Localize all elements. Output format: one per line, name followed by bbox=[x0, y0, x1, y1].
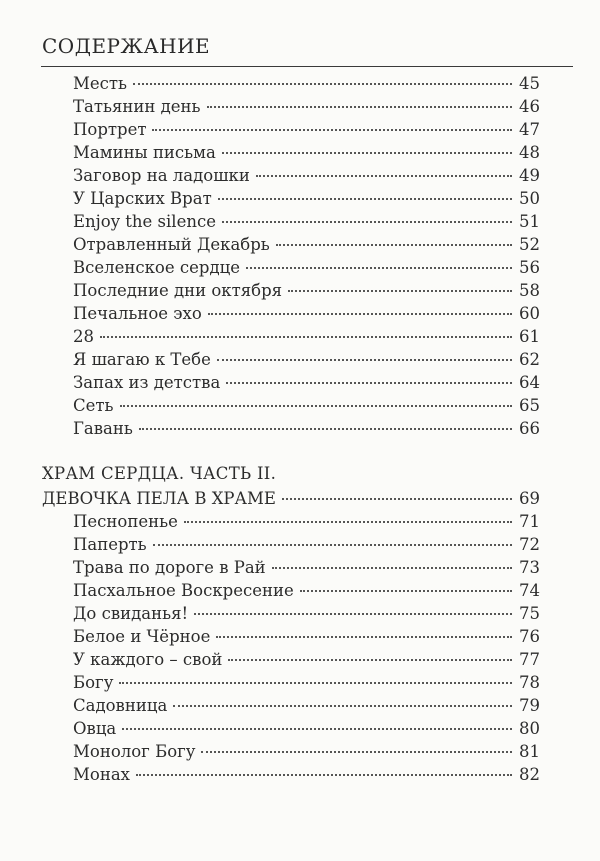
toc-entry-title: Монолог Богу bbox=[73, 742, 196, 761]
toc-entry-title: Богу bbox=[73, 673, 114, 692]
toc-entry-page: 61 bbox=[519, 327, 540, 346]
toc-entry-page: 60 bbox=[519, 304, 540, 323]
toc-entry bbox=[73, 302, 540, 325]
dot-leader bbox=[207, 106, 512, 108]
dot-leader bbox=[201, 751, 512, 753]
toc-entry-page: 48 bbox=[519, 143, 540, 162]
toc-entry-page: 58 bbox=[519, 281, 540, 300]
dot-leader bbox=[194, 613, 512, 615]
toc-entry-title: Последние дни октября bbox=[73, 281, 283, 300]
toc-entry-title: Песнопенье bbox=[73, 512, 178, 531]
dot-leader bbox=[100, 336, 512, 338]
toc-entry-title: У Царских Врат bbox=[73, 189, 212, 208]
toc-entry-title: Отравленный Декабрь bbox=[73, 235, 270, 254]
toc-entry-page: 49 bbox=[519, 166, 540, 185]
toc-entry-title: Печальное эхо bbox=[73, 304, 202, 323]
toc-subsection-page: 69 bbox=[519, 489, 540, 508]
toc-entry-page: 45 bbox=[519, 74, 540, 93]
toc-entry-page: 80 bbox=[519, 719, 540, 738]
dot-leader bbox=[256, 175, 512, 177]
dot-leader bbox=[288, 290, 512, 292]
toc-entry-title: Гавань bbox=[73, 419, 133, 438]
toc-entry bbox=[73, 763, 540, 786]
toc-entry-title: До свиданья! bbox=[73, 604, 189, 623]
toc-entry bbox=[73, 348, 540, 371]
toc-entry bbox=[73, 510, 540, 533]
toc-entry-title: Запах из детства bbox=[73, 373, 221, 392]
toc-entry-page: 65 bbox=[519, 396, 540, 415]
toc-entry-title: Татьянин день bbox=[73, 97, 201, 116]
toc-entry-page: 47 bbox=[519, 120, 540, 139]
toc-entry bbox=[73, 417, 540, 440]
running-head: СОДЕРЖАНИЕ bbox=[42, 34, 211, 58]
toc-entry bbox=[73, 394, 540, 417]
toc-entry-page: 64 bbox=[519, 373, 540, 392]
dot-leader bbox=[216, 636, 512, 638]
dot-leader bbox=[222, 152, 512, 154]
toc-entry-page: 82 bbox=[519, 765, 540, 784]
toc-entry bbox=[73, 95, 540, 118]
toc-entry-page: 51 bbox=[519, 212, 540, 231]
toc-entry bbox=[73, 72, 540, 95]
toc-entry-title: 28 bbox=[73, 327, 94, 346]
toc-entry bbox=[73, 279, 540, 302]
toc-entry-title: Сеть bbox=[73, 396, 114, 415]
toc-entry-title: Пасхальное Воскресение bbox=[73, 581, 294, 600]
toc-entry-page: 77 bbox=[519, 650, 540, 669]
toc-entry-title: Месть bbox=[73, 74, 128, 93]
toc-entry-page: 72 bbox=[519, 535, 540, 554]
toc-entry bbox=[73, 141, 540, 164]
toc-entry bbox=[73, 256, 540, 279]
toc-entry-title: Садовница bbox=[73, 696, 168, 715]
dot-leader bbox=[208, 313, 512, 315]
toc-subsection-title: ДЕВОЧКА ПЕЛА В ХРАМЕ bbox=[42, 489, 276, 508]
toc-entry-title: Монах bbox=[73, 765, 130, 784]
toc-entry bbox=[73, 648, 540, 671]
toc-entry-title: Заговор на ладошки bbox=[73, 166, 250, 185]
toc-entry bbox=[73, 371, 540, 394]
toc-entry-page: 76 bbox=[519, 627, 540, 646]
toc-entry bbox=[73, 325, 540, 348]
toc-entry-page: 78 bbox=[519, 673, 540, 692]
dot-leader bbox=[226, 382, 512, 384]
toc-entry-page: 73 bbox=[519, 558, 540, 577]
dot-leader bbox=[272, 567, 512, 569]
toc-entry-title: Enjoy the silence bbox=[73, 212, 216, 231]
toc-entry bbox=[73, 210, 540, 233]
toc-entry bbox=[73, 556, 540, 579]
toc-subsection-heading bbox=[42, 487, 540, 510]
toc-entry-page: 79 bbox=[519, 696, 540, 715]
dot-leader bbox=[133, 83, 512, 85]
dot-leader bbox=[122, 728, 512, 730]
toc-entry-page: 62 bbox=[519, 350, 540, 369]
dot-leader bbox=[276, 244, 512, 246]
toc-entry-title: Вселенское сердце bbox=[73, 258, 240, 277]
toc-entry bbox=[73, 164, 540, 187]
toc-entry bbox=[73, 740, 540, 763]
dot-leader bbox=[119, 682, 512, 684]
dot-leader bbox=[228, 659, 512, 661]
dot-leader bbox=[139, 428, 512, 430]
toc-entry-page: 46 bbox=[519, 97, 540, 116]
toc-entry bbox=[73, 118, 540, 141]
toc-entry bbox=[73, 187, 540, 210]
dot-leader bbox=[120, 405, 512, 407]
dot-leader bbox=[282, 498, 512, 500]
toc-entry bbox=[73, 694, 540, 717]
dot-leader bbox=[217, 359, 512, 361]
toc-entry-title: Овца bbox=[73, 719, 117, 738]
toc-entry bbox=[73, 625, 540, 648]
dot-leader bbox=[218, 198, 512, 200]
dot-leader bbox=[136, 774, 512, 776]
toc-entry-page: 50 bbox=[519, 189, 540, 208]
dot-leader bbox=[300, 590, 512, 592]
toc-entry-title: Я шагаю к Тебе bbox=[73, 350, 211, 369]
toc-entry-page: 66 bbox=[519, 419, 540, 438]
toc-entry-title: Мамины письма bbox=[73, 143, 216, 162]
toc-entry-page: 75 bbox=[519, 604, 540, 623]
toc-entry-page: 71 bbox=[519, 512, 540, 531]
header-rule bbox=[41, 66, 573, 67]
toc-entry bbox=[73, 533, 540, 556]
toc-entry-page: 81 bbox=[519, 742, 540, 761]
toc-entry bbox=[73, 579, 540, 602]
toc-entry-title: У каждого – свой bbox=[73, 650, 223, 669]
dot-leader bbox=[222, 221, 512, 223]
toc-entry-title: Белое и Чёрное bbox=[73, 627, 211, 646]
toc-entry-title: Портрет bbox=[73, 120, 147, 139]
toc-entry-page: 74 bbox=[519, 581, 540, 600]
section-heading: ХРАМ СЕРДЦА. ЧАСТЬ II. bbox=[42, 464, 277, 483]
dot-leader bbox=[246, 267, 512, 269]
toc-entry bbox=[73, 233, 540, 256]
toc-entry-title: Паперть bbox=[73, 535, 147, 554]
toc-entry bbox=[73, 671, 540, 694]
dot-leader bbox=[173, 705, 512, 707]
dot-leader bbox=[184, 521, 512, 523]
toc-entry-title: Трава по дороге в Рай bbox=[73, 558, 266, 577]
dot-leader bbox=[152, 129, 512, 131]
toc-entry bbox=[73, 717, 540, 740]
toc-entry-page: 56 bbox=[519, 258, 540, 277]
toc-entry bbox=[73, 602, 540, 625]
toc-entry-page: 52 bbox=[519, 235, 540, 254]
dot-leader bbox=[153, 544, 512, 546]
